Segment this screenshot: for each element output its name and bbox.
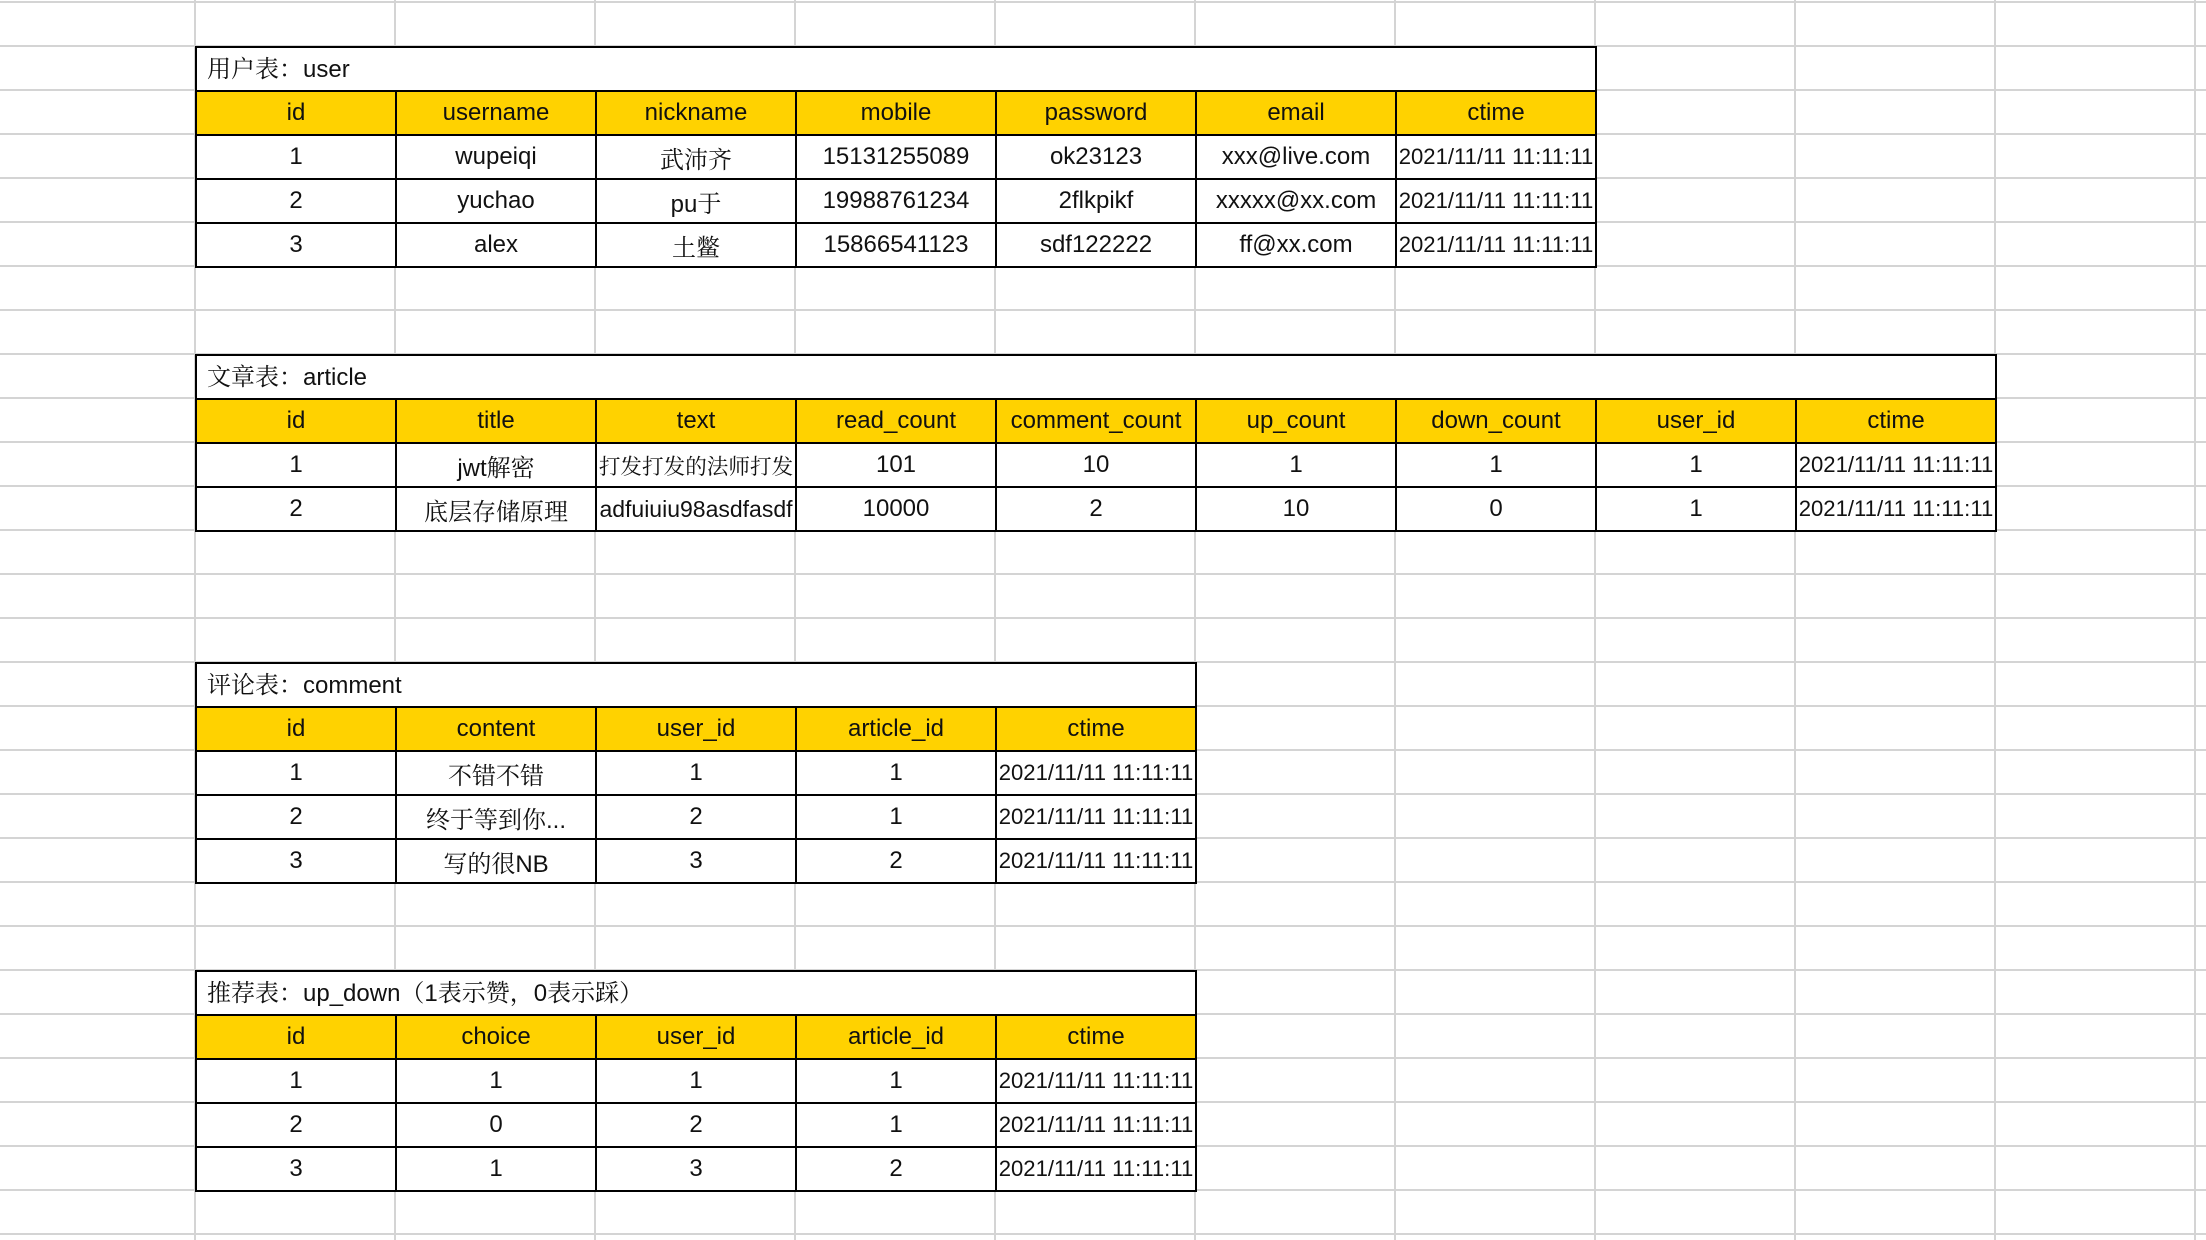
table-cell[interactable]: 1 [797,796,997,838]
table-cell[interactable]: pu于 [597,180,797,222]
table-cell[interactable]: 2 [197,180,397,222]
table-cell[interactable]: 2021/11/11 11:11:11 [998,804,1194,829]
table-row [197,488,1995,530]
header-cell[interactable]: user_id [1597,400,1797,442]
table-cell[interactable]: 10 [1197,488,1397,530]
table-cell[interactable]: alex [397,224,597,266]
header-cell[interactable]: ctime [1467,99,1525,126]
header-cell[interactable]: text [597,400,797,442]
table-cell[interactable]: 1 [597,1060,797,1102]
up-down-table-title[interactable]: 推荐表：up_down（1表示赞，0表示踩） [197,972,1195,1016]
table-cell[interactable]: 19988761234 [797,180,997,222]
header-cell[interactable]: up_count [1197,400,1397,442]
table-cell[interactable]: 2021/11/11 11:11:11 [998,1156,1194,1181]
table-cell[interactable]: 1 [1597,444,1797,486]
table-cell[interactable]: 3 [197,840,397,882]
table-cell[interactable]: 写的很NB [397,840,597,882]
user-table [195,46,1597,268]
table-cell[interactable]: 终于等到你... [397,796,597,838]
header-cell[interactable]: user_id [597,1016,797,1058]
table-cell[interactable]: 武沛齐 [597,136,797,178]
table-cell[interactable]: 1 [597,752,797,794]
table-cell[interactable]: 2 [797,840,997,882]
table-cell[interactable]: 3 [597,840,797,882]
header-cell[interactable]: ctime [1867,407,1925,434]
header-cell[interactable]: ctime [1067,1023,1125,1050]
table-cell[interactable]: 2021/11/11 11:11:11 [998,1068,1194,1093]
table-cell[interactable]: xxxxx@xx.com [1197,180,1397,222]
table-row [197,180,1595,224]
table-cell[interactable]: ok23123 [997,136,1197,178]
table-cell[interactable]: 2021/11/11 11:11:11 [998,1112,1194,1137]
table-cell[interactable]: 10000 [797,488,997,530]
header-cell[interactable]: id [197,400,397,442]
header-cell[interactable]: id [197,1016,397,1058]
table-cell[interactable]: 不错不错 [397,752,597,794]
table-cell[interactable]: 3 [597,1148,797,1190]
table-row [197,444,1995,488]
table-cell[interactable]: 1 [197,1060,397,1102]
table-cell[interactable]: wupeiqi [397,136,597,178]
table-cell[interactable]: sdf122222 [997,224,1197,266]
table-cell[interactable]: 2021/11/11 11:11:11 [1398,144,1594,169]
table-cell[interactable]: jwt解密 [397,444,597,486]
header-cell[interactable]: id [197,92,397,134]
table-cell[interactable]: 3 [197,1148,397,1190]
header-cell[interactable]: nickname [597,92,797,134]
up-down-table [195,970,1197,1192]
header-cell[interactable]: id [197,708,397,750]
table-cell[interactable]: 1 [397,1060,597,1102]
table-cell[interactable]: 15866541123 [797,224,997,266]
header-cell[interactable]: mobile [797,92,997,134]
header-cell[interactable]: user_id [597,708,797,750]
article-table-title[interactable]: 文章表：article [197,356,1995,400]
table-cell[interactable]: 2021/11/11 11:11:11 [1798,496,1994,521]
table-cell[interactable]: 2 [997,488,1197,530]
table-cell[interactable]: 1 [197,752,397,794]
table-cell[interactable]: 1 [797,1060,997,1102]
table-cell[interactable]: 2 [597,796,797,838]
header-cell[interactable]: ctime [1067,715,1125,742]
table-cell[interactable]: xxx@live.com [1197,136,1397,178]
table-row [197,1104,1195,1148]
table-row [197,1148,1195,1190]
header-cell[interactable]: choice [397,1016,597,1058]
table-cell[interactable]: 2021/11/11 11:11:11 [1398,188,1594,213]
header-cell[interactable]: article_id [797,1016,997,1058]
table-cell[interactable]: 0 [397,1104,597,1146]
table-cell[interactable]: 2 [197,488,397,530]
table-row [197,224,1595,266]
table-cell[interactable]: 1 [1597,488,1797,530]
header-cell[interactable]: username [397,92,597,134]
comment-table-title[interactable]: 评论表：comment [197,664,1195,708]
table-row [197,1060,1195,1104]
user-table-title[interactable]: 用户表：user [197,48,1595,92]
table-row [197,752,1195,796]
article-table [195,354,1997,532]
header-cell[interactable]: comment_count [997,400,1197,442]
table-cell[interactable]: 1 [797,1104,997,1146]
table-cell[interactable]: 1 [1397,444,1597,486]
table-cell[interactable]: 3 [197,224,397,266]
table-cell[interactable]: 2flkpikf [997,180,1197,222]
header-cell[interactable]: title [397,400,597,442]
table-row [197,796,1195,840]
table-cell[interactable]: 2021/11/11 11:11:11 [1798,452,1994,477]
table-cell[interactable]: 底层存储原理 [397,488,597,530]
table-cell[interactable]: 101 [797,444,997,486]
table-cell[interactable]: 1 [797,752,997,794]
article-table-header-row [197,400,1995,444]
table-row [197,840,1195,882]
table-cell[interactable]: 1 [197,444,397,486]
header-cell[interactable]: down_count [1397,400,1597,442]
table-cell[interactable]: 1 [197,136,397,178]
table-cell[interactable]: 2 [197,1104,397,1146]
header-cell[interactable]: article_id [797,708,997,750]
table-cell[interactable]: 15131255089 [797,136,997,178]
header-cell[interactable]: email [1197,92,1397,134]
table-cell[interactable]: 2021/11/11 11:11:11 [1398,232,1594,257]
comment-table [195,662,1197,884]
table-cell[interactable]: yuchao [397,180,597,222]
table-cell[interactable]: 10 [997,444,1197,486]
header-cell[interactable]: password [997,92,1197,134]
table-cell[interactable]: 2 [597,1104,797,1146]
table-row [197,136,1595,180]
table-cell[interactable]: 2 [197,796,397,838]
table-cell[interactable]: 1 [1197,444,1397,486]
table-cell[interactable]: 2 [797,1148,997,1190]
table-cell[interactable]: adfuiuiu98asdfasdf [597,488,797,530]
header-cell[interactable]: read_count [797,400,997,442]
table-cell[interactable]: 打发打发的法师打发 [597,444,797,486]
table-cell[interactable]: 土鳖 [597,224,797,266]
up-down-table-header-row [197,1016,1195,1060]
header-cell[interactable]: content [397,708,597,750]
table-cell[interactable]: 2021/11/11 11:11:11 [998,760,1194,785]
table-cell[interactable]: 1 [397,1148,597,1190]
user-table-header-row [197,92,1595,136]
table-cell[interactable]: 0 [1397,488,1597,530]
table-cell[interactable]: ff@xx.com [1197,224,1397,266]
comment-table-header-row [197,708,1195,752]
table-cell[interactable]: 2021/11/11 11:11:11 [998,848,1194,873]
